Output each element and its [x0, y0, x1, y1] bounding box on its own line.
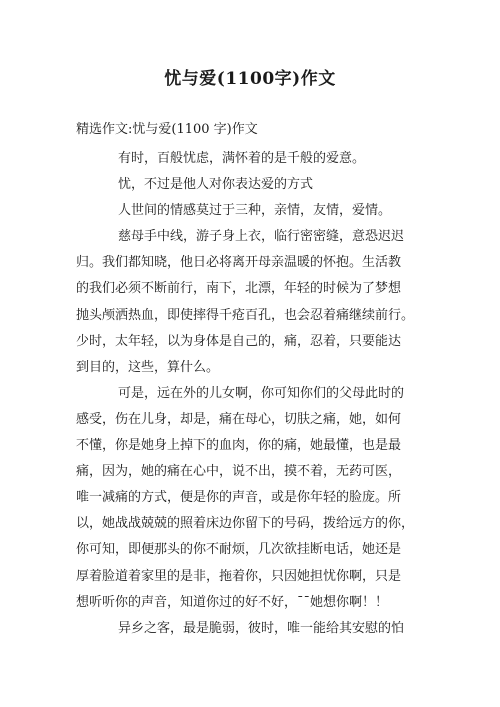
text-line: 慈母手中线，游子身上衣，临行密密缝，意恐迟迟	[118, 229, 405, 245]
text-line: 唯一减痛的方式，便是你的声音，或是你年轻的脸庞。所	[76, 490, 402, 506]
document-subtitle: 精选作文:忧与爱(1100 字)作文	[76, 122, 258, 137]
text-line: 感受，伤在儿身，却是，痛在母心，切肤之痛，她，如何	[76, 411, 402, 427]
text-line: 忧，不过是他人对你表达爱的方式	[118, 177, 314, 193]
text-line: 痛，因为，她的痛在心中，说不出，摸不着，无药可医，	[76, 464, 402, 480]
text-line: 以，她战战兢兢的照着床边你留下的号码，拨给远方的你，	[76, 516, 415, 532]
text-line: 你可知，即便那头的你不耐烦，几次欲挂断电话，她还是	[76, 542, 402, 558]
article-body	[76, 146, 426, 642]
text-line: 不懂，你是她身上掉下的血肉，你的痛，她最懂，也是最	[76, 438, 402, 454]
text-line: 抛头颅洒热血，即使摔得千疮百孔，也会忍着痛继续前行。	[76, 307, 415, 323]
text-line: 归。我们都知晓，他日必将离开母亲温暖的怀抱。生活教	[76, 255, 402, 271]
text-line: 异乡之客，最是脆弱，彼时，唯一能给其安慰的怕	[118, 620, 405, 636]
text-line: 可是，远在外的儿女啊，你可知你们的父母此时的	[118, 385, 405, 401]
text-line: 有时，百般忧虑，满怀着的是千般的爱意。	[118, 151, 366, 166]
text-line: 的我们必须不断前行，南下，北漂，年轻的时候为了梦想	[76, 281, 402, 297]
text-line: 想听听你的声音，知道你过的好不好，¯¯她想你啊！！	[76, 594, 389, 610]
text-line: 厚着脸道着家里的是非，拖着你，只因她担忧你啊，只是	[76, 568, 402, 584]
text-line: 人世间的情感莫过于三种，亲情，友情，爱情。	[118, 203, 392, 219]
text-line: 到目的，这些，算什么。	[76, 359, 220, 375]
text-line: 少时，太年轻，以为身体是自己的，痛，忍着，只要能达	[76, 333, 402, 349]
document-title: 忧与爱(1100字)作文	[164, 69, 336, 89]
